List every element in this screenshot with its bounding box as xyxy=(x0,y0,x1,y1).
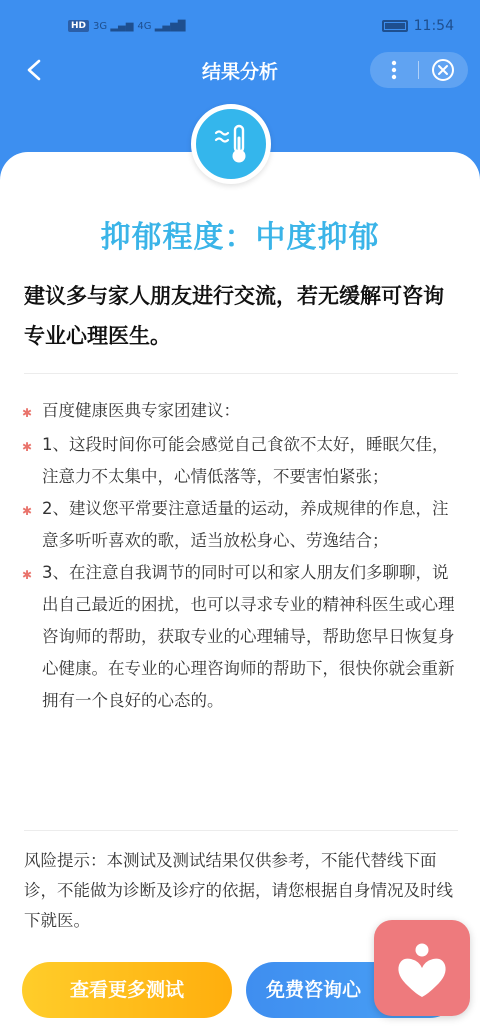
thermometer-icon xyxy=(211,122,251,166)
close-circle-icon xyxy=(431,58,455,82)
suggestion-text: 百度健康医典专家团建议： xyxy=(42,401,240,420)
free-consult-button[interactable]: 免费咨询心 xyxy=(246,962,458,1018)
battery-time xyxy=(382,18,454,34)
network-status xyxy=(68,20,185,32)
hd-badge: HD xyxy=(68,20,89,32)
close-button[interactable] xyxy=(419,58,467,82)
risk-notice: 风险提示：本测试及测试结果仅供参考，不能代替线下面诊，不能做为诊断及诊疗的依据，请您根据自身情况及时线下就医。 xyxy=(24,851,453,930)
miniapp-capsule xyxy=(370,52,468,88)
nav-bar xyxy=(0,48,480,94)
star-icon: ✱ xyxy=(22,504,33,518)
star-icon: ✱ xyxy=(22,568,33,582)
more-button[interactable] xyxy=(370,60,418,80)
more-tests-button[interactable]: 查看更多测试 xyxy=(22,962,232,1018)
list-item xyxy=(22,557,460,717)
divider-bottom xyxy=(24,830,458,831)
more-vertical-icon xyxy=(391,60,397,80)
heart-person-icon xyxy=(391,937,453,999)
signal-3g-icon: 3G ▂▄▆ xyxy=(93,20,134,32)
page-title: 结果分析 xyxy=(201,61,278,83)
star-icon: ✱ xyxy=(22,440,33,454)
list-item xyxy=(22,395,460,429)
advice-text: 建议多与家人朋友进行交流，若无缓解可咨询专业心理医生。 xyxy=(24,284,444,348)
clock: 11:54 xyxy=(413,18,454,34)
star-icon: ✱ xyxy=(22,406,33,420)
divider-top xyxy=(24,373,458,374)
thermometer-badge xyxy=(191,104,271,184)
result-title: 抑郁程度：中度抑郁 xyxy=(100,220,380,255)
suggestion-text: 1、这段时间你可能会感觉自己食欲不太好，睡眠欠佳，注意力不太集中，心情低落等，不要害怕紧张； xyxy=(42,435,449,486)
status-bar xyxy=(0,0,480,40)
suggestion-text: 2、建议您平常要注意适量的运动，养成规律的作息，注意多听听喜欢的歌，适当放松身心、劳逸结合； xyxy=(42,499,449,550)
list-item xyxy=(22,429,460,493)
list-item xyxy=(22,493,460,557)
battery-icon xyxy=(382,20,408,32)
health-float-button[interactable] xyxy=(374,920,470,1016)
suggestions-list xyxy=(22,395,460,717)
suggestion-text: 3、在注意自我调节的同时可以和家人朋友们多聊聊，说出自己最近的困扰，也可以寻求专业的精神科医生或心理咨询师的帮助，获取专业的心理辅导，帮助您早日恢复身心健康。在专业的心理咨询师的帮助下，很快你就会重新拥有一个良好的心态的。 xyxy=(42,563,455,710)
signal-4g-icon: 4G ▂▄▆█ xyxy=(137,20,186,32)
